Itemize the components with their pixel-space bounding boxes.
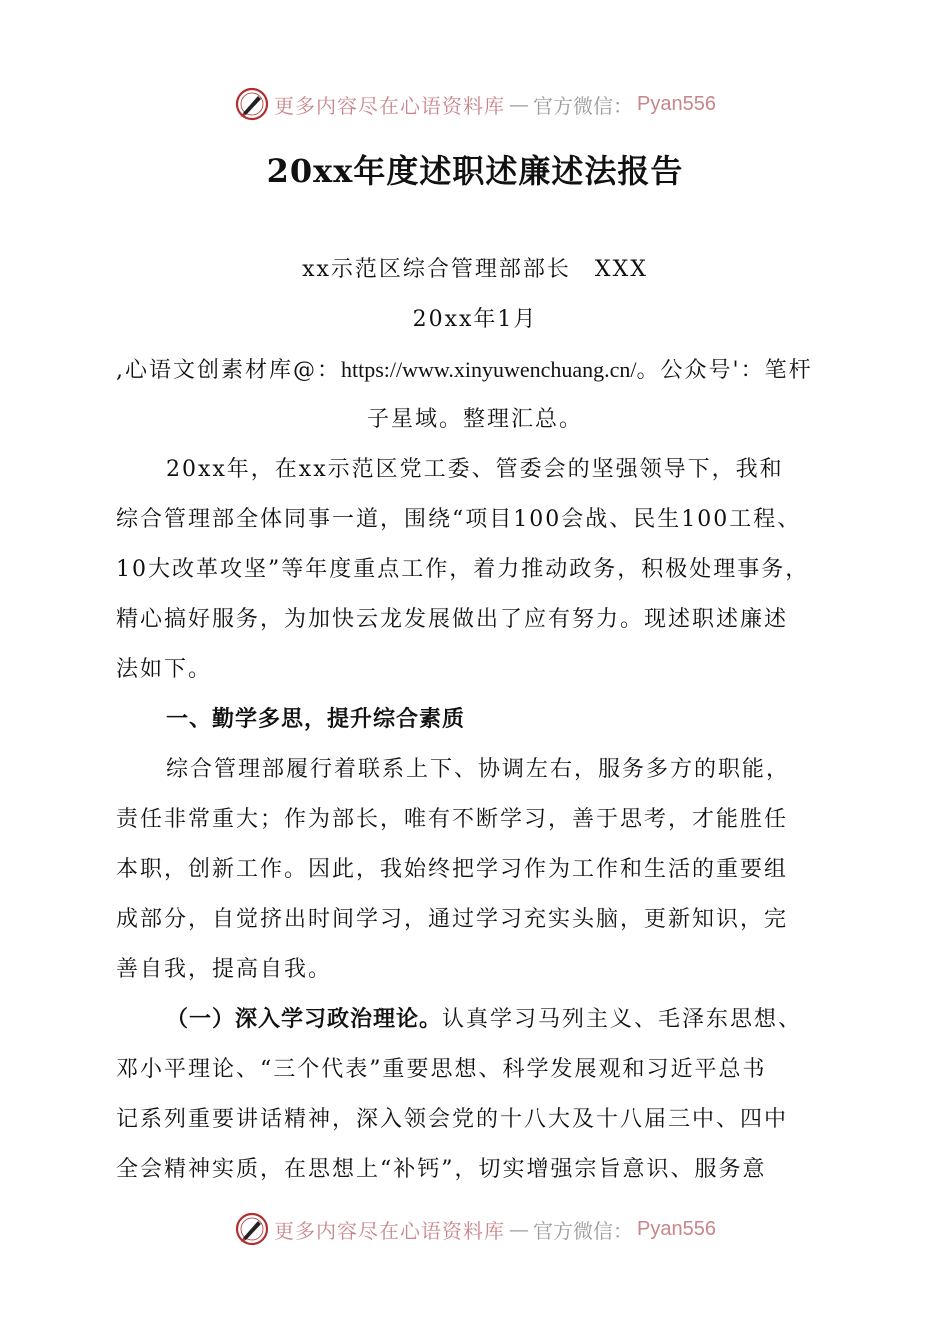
section-body-line: 本职，创新工作。因此，我始终把学习作为工作和生活的重要组 [116,857,789,882]
intro-line: 综合管理部全体同事一道，围绕“项目100会战、民生100工程、 [116,507,802,532]
source-note-suffix: 。公众号'：笔杆 [636,358,813,383]
footer-watermark-banner [0,1209,950,1249]
banner-separator: — [509,92,530,116]
subsection-bold-lead: （一）深入学习政治理论。 [166,1007,443,1032]
date-line: 20xx年1月 [412,307,538,332]
subsection-body-line: 邓小平理论、“三个代表”重要思想、科学发展观和习近平总书 [116,1057,767,1082]
banner-wechat-id: Pyan556 [637,92,716,115]
intro-line: 精心搞好服务，为加快云龙发展做出了应有努力。现述职述廉述 [116,607,789,632]
intro-line: 法如下。 [116,657,213,682]
banner-separator: — [509,1217,530,1241]
source-note-line-1 [116,350,836,390]
pen-logo-icon [234,86,270,122]
section-body-line: 综合管理部履行着联系上下、协调左右，服务多方的职能， [166,757,791,782]
banner-text: 更多内容尽在心语资料库 [274,93,506,118]
header-watermark-banner [0,84,950,124]
page-title: 20xx年度述职述廉述法报告 [266,152,684,190]
subsection-first-rest: 认真学习马列主义、毛泽东思想、 [442,1007,803,1032]
source-note-line-2: 子星域。整理汇总。 [366,407,583,432]
source-url: https://www.xinyuwenchuang.cn/ [341,357,637,382]
intro-line: 20xx年，在xx示范区党工委、管委会的坚强领导下，我和 [166,457,784,482]
pen-logo-icon [234,1211,270,1247]
section-heading: 一、勤学多思，提升综合素质 [166,707,466,732]
subsection-first-line [166,1000,836,1040]
banner-label: 官方微信： [533,1218,634,1243]
banner-text: 更多内容尽在心语资料库 [274,1218,506,1243]
banner-label: 官方微信： [533,93,634,118]
author-line: xx示范区综合管理部部长 XXX [302,257,648,282]
section-body-line: 责任非常重大；作为部长，唯有不断学习，善于思考，才能胜任 [116,807,789,832]
section-body-line: 成部分，自觉挤出时间学习，通过学习充实头脑，更新知识，完 [116,907,789,932]
intro-line: 10大改革攻坚”等年度重点工作，着力推动政务，积极处理事务， [116,557,810,582]
banner-wechat-id: Pyan556 [637,1217,716,1240]
source-note-prefix: ,心语文创素材库@： [116,358,341,383]
subsection-body-line: 全会精神实质，在思想上“补钙”，切实增强宗旨意识、服务意 [116,1157,767,1182]
subsection-body-line: 记系列重要讲话精神，深入领会党的十八大及十八届三中、四中 [116,1107,789,1132]
section-body-line: 善自我，提高自我。 [116,957,333,982]
